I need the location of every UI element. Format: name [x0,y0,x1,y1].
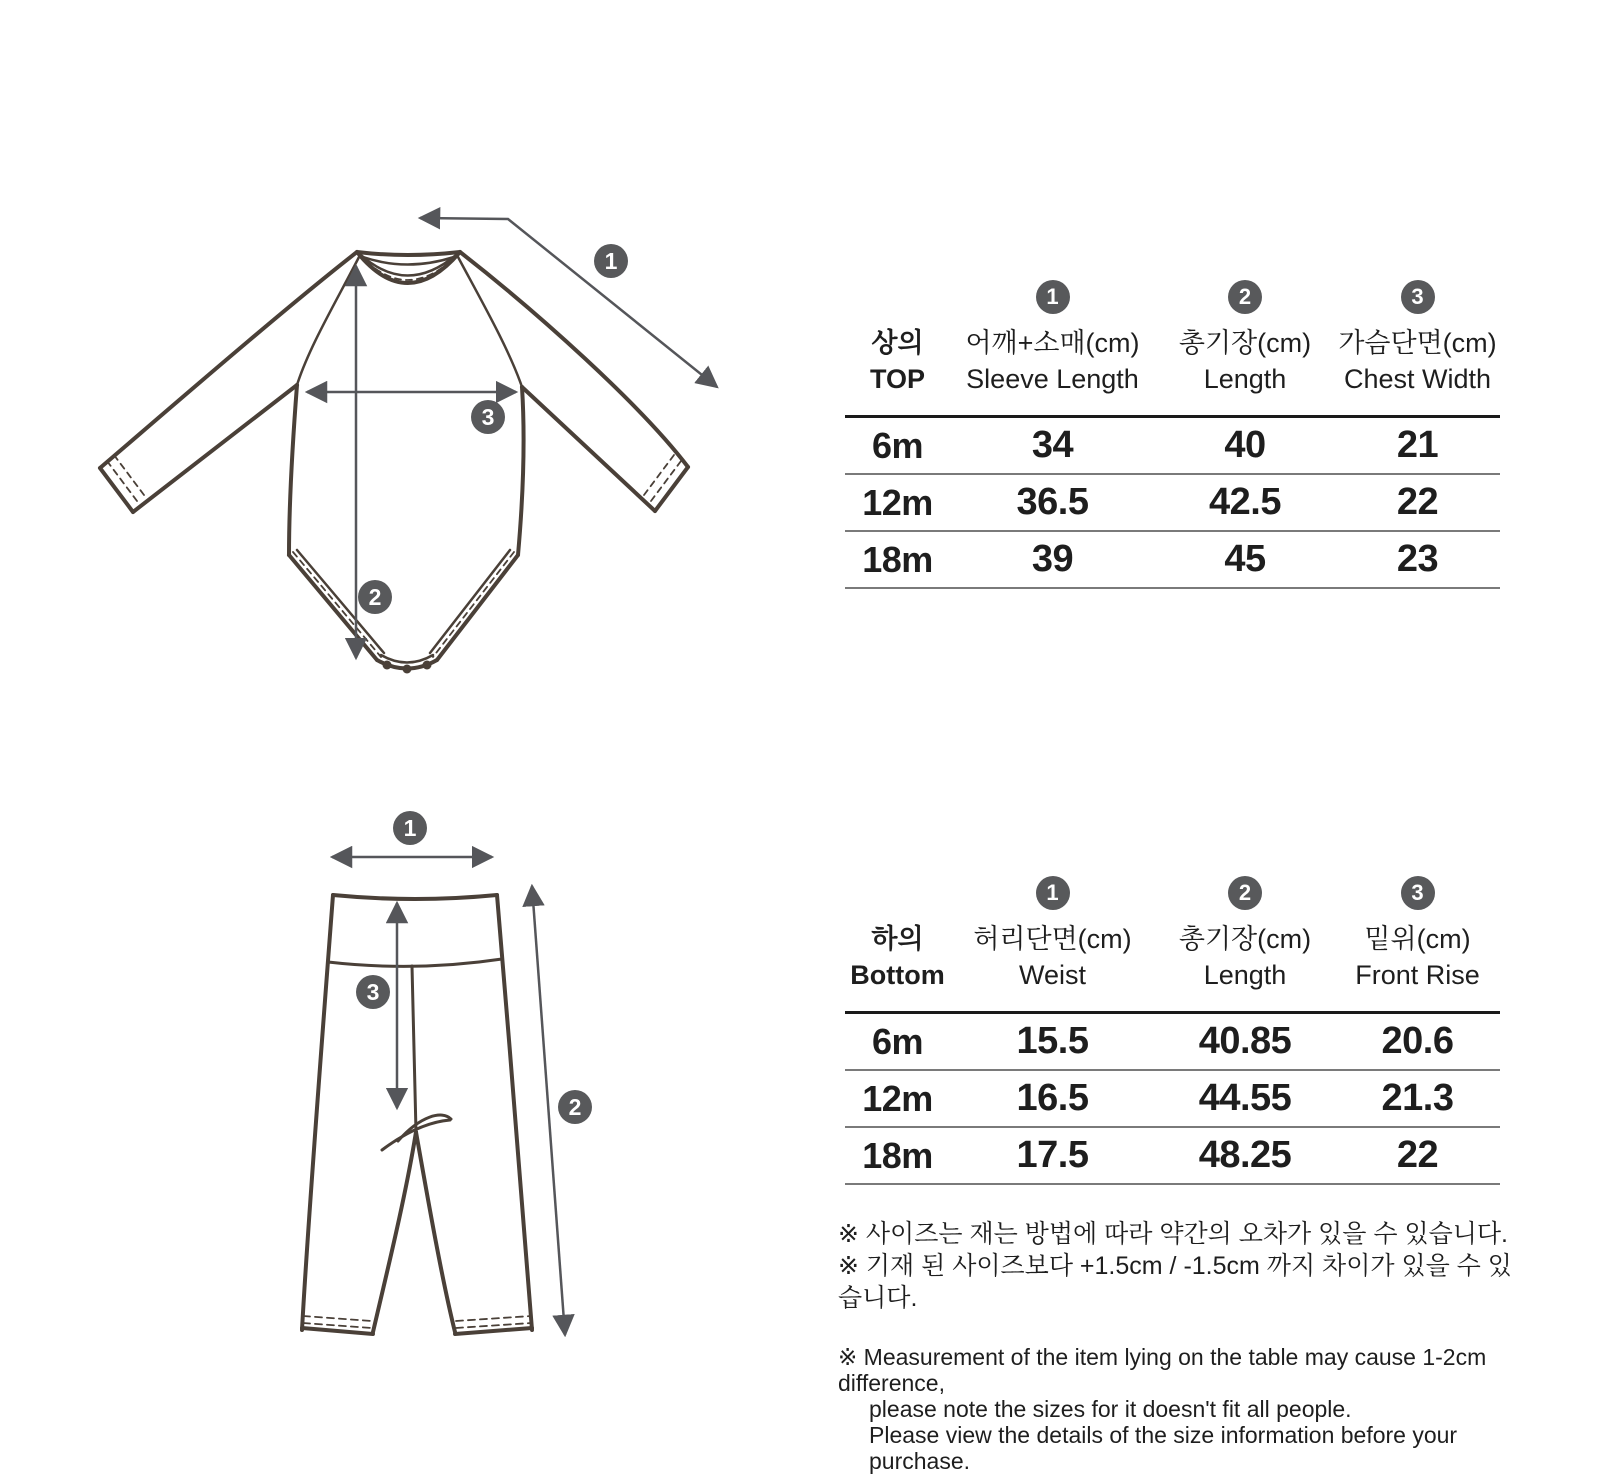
table-cell: 42.5 [1209,481,1281,523]
bottom-table-header [845,915,1500,1011]
table-cell: 22 [1396,481,1439,523]
table-row [845,1071,1500,1128]
bottom-table-body [845,1011,1500,1185]
column-header-en: Chest Width [1343,364,1492,394]
column-header-chest-width [1335,325,1500,397]
snap-button [383,661,392,670]
column-badge-2: 2 [1228,876,1262,910]
note-line: ※ 사이즈는 재는 방법에 따라 약간의 오차가 있을 수 있습니다. [838,1220,1509,1248]
snap-button [423,661,432,670]
table-cell: 22 [1396,1134,1439,1176]
table-cell: 21.3 [1381,1077,1454,1119]
pants-diagram [270,770,610,1355]
table-row [845,1014,1500,1071]
top-table-badge-row [845,275,1500,319]
column-header-en: Front Rise [1355,960,1480,990]
footnotes-korean [838,1218,1528,1314]
size-label: 18m [862,538,933,580]
column-header-length [1155,921,1335,993]
note-line: ※ Measurement of the item lying on the table may cause 1-2cm difference, [838,1344,1487,1396]
size-label: 6m [871,424,924,466]
column-header-ko: 가슴단면(cm) [1338,328,1497,358]
column-header-en: Length [1203,960,1287,990]
sleeve-length-arrow [420,218,717,387]
drawstring-tie [398,1115,451,1141]
table-title-top [845,325,950,397]
table-title-en: Bottom [850,960,945,990]
size-label: 18m [862,1134,933,1176]
table-cell: 17.5 [1016,1134,1089,1176]
bodysuit-measure-badges [358,244,628,614]
column-header-length [1155,325,1335,397]
top-table-body [845,415,1500,589]
column-header-front-rise [1335,921,1500,993]
size-label: 6m [871,1020,924,1062]
measure-badge-1: 1 [403,815,417,841]
column-badge-2: 2 [1228,280,1262,314]
measure-badge-3: 3 [366,979,380,1005]
bottom-table-badge-row [845,871,1500,915]
column-header-sleeve-length [950,325,1155,397]
size-label: 12m [862,481,933,523]
note-line: ※ 기재 된 사이즈보다 +1.5cm / -1.5cm 까지 차이가 있을 수 있습니다. [838,1252,1512,1312]
bodysuit-outline [100,252,688,674]
footnotes-english [838,1344,1528,1474]
column-header-en: Sleeve Length [966,364,1139,394]
column-badge-3: 3 [1401,876,1435,910]
table-cell: 45 [1224,538,1266,580]
column-header-ko: 총기장(cm) [1178,924,1312,954]
table-cell: 20.6 [1381,1020,1454,1062]
table-row [845,1128,1500,1185]
footnotes [838,1218,1528,1474]
table-cell: 21 [1396,424,1439,466]
table-cell: 23 [1396,538,1439,580]
table-cell: 44.55 [1198,1077,1292,1119]
snap-button [403,665,412,674]
table-row [845,532,1500,589]
note-line: please note the sizes for it doesn't fit all people. [869,1396,1352,1422]
table-row [845,475,1500,532]
bottom-size-table [845,871,1500,1185]
table-cell: 36.5 [1016,481,1089,523]
table-cell: 48.25 [1198,1134,1292,1176]
size-label: 12m [862,1077,933,1119]
table-row [845,418,1500,475]
table-cell: 16.5 [1016,1077,1089,1119]
table-cell: 15.5 [1016,1020,1089,1062]
column-header-ko: 어깨+소매(cm) [965,328,1140,358]
top-size-table [845,275,1500,589]
column-header-en: Length [1203,364,1287,394]
column-badge-1: 1 [1036,280,1070,314]
table-cell: 40.85 [1198,1020,1292,1062]
table-title-bottom [845,921,950,993]
note-line: Please view the details of the size information before your purchase. [869,1422,1458,1474]
pants-outline [302,895,532,1334]
measure-badge-1: 1 [604,248,618,274]
table-title-ko: 하의 [871,924,924,954]
column-header-ko: 총기장(cm) [1178,328,1312,358]
column-badge-1: 1 [1036,876,1070,910]
column-header-ko: 허리단면(cm) [973,924,1132,954]
column-header-waist [950,921,1155,993]
table-cell: 39 [1031,538,1074,580]
column-header-ko: 밑위(cm) [1364,924,1471,954]
table-title-en: TOP [869,364,925,394]
pants-measure-arrows [332,857,565,1335]
table-title-ko: 상의 [871,328,924,358]
measure-badge-2: 2 [368,584,382,610]
measure-badge-3: 3 [481,404,495,430]
column-header-en: Weist [1018,960,1086,990]
top-table-header [845,319,1500,415]
table-cell: 40 [1224,424,1266,466]
column-badge-3: 3 [1401,280,1435,314]
bodysuit-diagram [85,160,745,700]
table-cell: 34 [1031,424,1074,466]
measure-badge-2: 2 [568,1094,582,1120]
